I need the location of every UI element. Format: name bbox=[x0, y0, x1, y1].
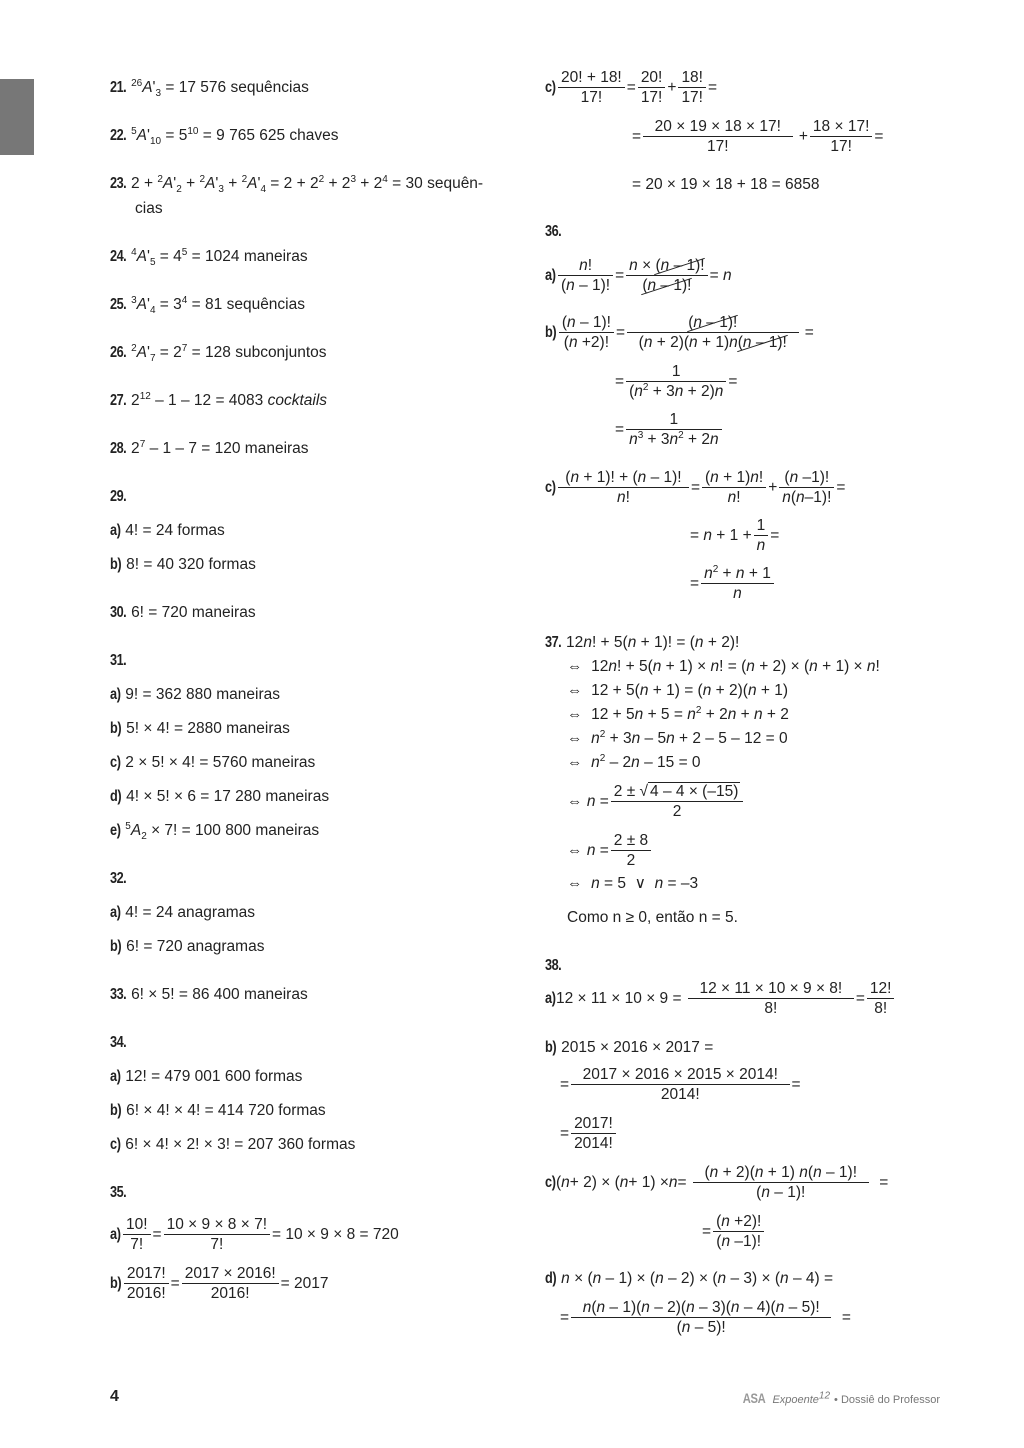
exercise-27: 27. $2^{12} - 1 - 12 = 4083$ cocktails bbox=[110, 390, 328, 409]
exercise-35b: b) $\frac{2017!}{2016!}$ = $\frac{2017 \times 2016!}{2016!}$ = 2017 bbox=[110, 1265, 329, 1302]
exercise-35c-line1: c) $\frac{20! + 18!}{17!}$ = $\frac{20!}{17!}$ + $\frac{18!}{17!}$ = bbox=[545, 69, 718, 106]
exercise-38a: a) 12 × 11 × 10 × 9 = $\frac{12 \times 11 \times 10 \times 9 \times 8!}{8!}$ = $\frac{12!}{8!}$ bbox=[545, 979, 896, 1018]
exercise-30: 30. 6! = 720 maneiras bbox=[110, 604, 256, 621]
exercise-31c: c) 2 × 5! × 4! = 5760 maneiras bbox=[110, 754, 316, 771]
exercise-35c-line3: = 20 × 19 × 18 + 18 = 6858 bbox=[632, 176, 820, 193]
exercise-37-line5: ⇔ $n^2 + 3n - 5n + 2 - 5 - 12 = 0$ bbox=[567, 728, 788, 747]
exercise-28: 28. $2^7 - 1 - 7 = 120$ maneiras bbox=[110, 438, 309, 457]
exercise-38-heading: 38. bbox=[545, 957, 562, 974]
exercise-25: 25. $^3A'_4 = 3^4 = 81$ sequências bbox=[110, 294, 305, 317]
brand-logo: ASA bbox=[743, 1390, 766, 1406]
exercise-34a: a) 12! = 479 001 600 formas bbox=[110, 1068, 303, 1085]
exercise-35-heading: 35. bbox=[110, 1184, 127, 1201]
exercise-35c-line2: = $\frac{20 \times 19 \times 18 \times 17!}{17!}$ + $\frac{18 \times 17!}{17!}$ = bbox=[632, 118, 884, 155]
exercise-38d-line2: = $\frac{n(n - 1)(n - 2)(n - 3)(n - 4)(n - 5)!}{(n - 5)!}$ = bbox=[560, 1299, 851, 1336]
exercise-36b-line1: b) $\frac{(n - 1)!}{(n +2)!}$ = $\frac{(n - 1)!}{(n + 2)(n + 1)n(n - 1)!}$ = bbox=[545, 314, 814, 351]
exercise-38c-line1: c) ( n + 2) × ( n + 1) × n = $\frac{(n + 2)(n + 1) n(n - 1)!}{(n - 1)!}$ = bbox=[545, 1164, 889, 1201]
exercise-29-heading: 29. bbox=[110, 488, 127, 505]
exercise-29b: b) 8! = 40 320 formas bbox=[110, 556, 256, 573]
exercise-37-line3: ⇔ 12 + 5(n + 1) = (n + 2)(n + 1) bbox=[567, 682, 789, 699]
exercise-33: 33. 6! × 5! = 86 400 maneiras bbox=[110, 986, 308, 1003]
exercise-34-heading: 34. bbox=[110, 1034, 127, 1051]
exercise-37-line8: ⇔ n = $\frac{2 \pm 8}{2}$ bbox=[567, 831, 653, 870]
exercise-38b-line2: = $\frac{2017 \times 2016 \times 2015 \times 2014!}{2014!}$ = bbox=[560, 1066, 801, 1103]
exercise-36c-line1: c) $\frac{(n + 1)! + (n - 1)!}{n!}$ = $\frac{(n + 1)n!}{n!}$ + $\frac{(n -1)!}{n(n-1)!}$ = bbox=[545, 469, 846, 506]
exercise-36c-line2: = n + 1 + $\frac{1}{n}$ = bbox=[690, 517, 780, 554]
exercise-36b-line3: = $\frac{1}{n^3 + 3n^2 + 2n}$ bbox=[615, 410, 724, 449]
exercise-37-line7: ⇔ n = $\frac{2 \pm √ 4 - 4 \times (-15)}{2}$ bbox=[567, 782, 745, 821]
footer-suffix: • Dossiê do Professor bbox=[834, 1394, 940, 1406]
exercise-34c: c) 6! × 4! × 2! × 3! = 207 360 formas bbox=[110, 1136, 356, 1153]
exercise-34b: b) 6! × 4! × 4! = 414 720 formas bbox=[110, 1102, 326, 1119]
exercise-36-heading: 36. bbox=[545, 223, 562, 240]
page-number: 4 bbox=[110, 1388, 119, 1405]
exercise-38c-line2: = $\frac{(n +2)!}{(n -1)!}$ bbox=[702, 1212, 766, 1251]
exercise-37-line4: ⇔ $12 + 5n + 5 = n^2 + 2n + n + 2$ bbox=[567, 704, 789, 723]
exercise-37-line6: ⇔ $n^2 - 2n - 15 = 0$ bbox=[567, 752, 701, 771]
exercise-38d-line1: d) n × (n – 1) × (n – 2) × (n – 3) × (n – 4) = bbox=[545, 1270, 834, 1287]
exercise-23: 23. $2 + ^2A'_2 + ^2A'_3 + ^2A'_4 = 2 + 2^2 + 2^3 + 2^4 = 30$ sequên- bbox=[110, 173, 484, 196]
exercise-21: 21. $^{26}A'_3 = 17$ 576 sequências bbox=[110, 77, 309, 100]
exercise-29a: a) 4! = 24 formas bbox=[110, 522, 225, 539]
exercise-32-heading: 32. bbox=[110, 870, 127, 887]
exercise-37-line9: ⇔ n = 5 ∨ n = –3 bbox=[567, 875, 699, 892]
footer-brand bbox=[740, 1390, 940, 1406]
exercise-31-heading: 31. bbox=[110, 652, 127, 669]
side-tab-marker bbox=[0, 79, 34, 155]
exercise-31d: d) 4! × 5! × 6 = 17 280 maneiras bbox=[110, 788, 330, 805]
exercise-37-conclusion: Como n ≥ 0, então n = 5. bbox=[567, 909, 738, 926]
exercise-38b-line1: b) 2015 × 2016 × 2017 = bbox=[545, 1039, 714, 1056]
exercise-26: 26. $^2A'_7 = 2^7 = 128$ subconjuntos bbox=[110, 342, 327, 365]
exercise-37-line1: 37. 12n! + 5(n + 1)! = (n + 2)! bbox=[545, 634, 740, 651]
exercise-37-line2: ⇔ 12n! + 5(n + 1) × n! = (n + 2) × (n + 1) × n! bbox=[567, 658, 880, 675]
exercise-36a: a) $\frac{n!}{(n - 1)!}$ = $\frac{n \times (n - 1)!}{(n - 1)!}$ = n bbox=[545, 257, 732, 294]
exercise-36b-line2: = $\frac{1}{(n^2 + 3n + 2)n}$ = bbox=[615, 363, 738, 400]
exercise-38b-line3: = $\frac{2017!}{2014!}$ bbox=[560, 1114, 618, 1153]
exercise-31e: e) $^5A_2 \times 7$! = 100 800 maneiras bbox=[110, 820, 320, 843]
exercise-32a: a) 4! = 24 anagramas bbox=[110, 904, 255, 921]
exercise-36c-line3: = $\frac{n^2 + n + 1}{n}$ bbox=[690, 564, 776, 603]
exercise-24: 24. $^4A'_5 = 4^5 = 1024$ maneiras bbox=[110, 246, 308, 269]
exercise-31a: a) 9! = 362 880 maneiras bbox=[110, 686, 280, 703]
exercise-23-continuation: cias bbox=[135, 200, 163, 217]
exercise-22: 22. $^5A'_{10} = 5^{10} = 9$ 765 625 chaves bbox=[110, 125, 339, 148]
exercise-31b: b) 5! × 4! = 2880 maneiras bbox=[110, 720, 290, 737]
exercise-32b: b) 6! = 720 anagramas bbox=[110, 938, 265, 955]
exercise-35a: a) $\frac{10!}{7!}$ = $\frac{10 \times 9 \times 8 \times 7!}{7!}$ = 10 × 9 × 8 = 720 bbox=[110, 1216, 399, 1253]
product-name: Expoente$^{12}$ bbox=[772, 1390, 831, 1406]
